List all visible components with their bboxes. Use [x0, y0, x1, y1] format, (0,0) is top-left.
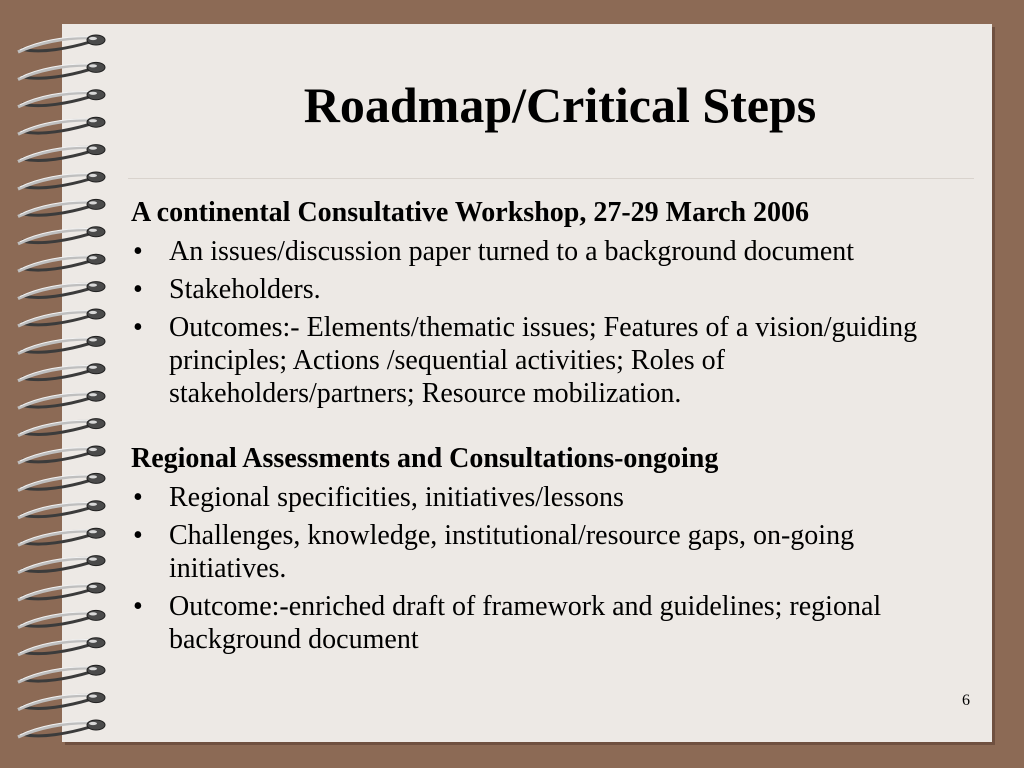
binding-ring: [18, 583, 105, 600]
binding-ring: [18, 145, 105, 162]
binding-ring: [18, 282, 105, 299]
binding-ring: [18, 473, 105, 490]
bullet-text: An issues/discussion paper turned to a background document: [169, 236, 855, 267]
bullet-icon: •: [133, 236, 143, 267]
list-item: [131, 273, 961, 306]
bullet-icon: •: [133, 482, 143, 513]
binding-ring: [18, 62, 105, 79]
binding-ring: [18, 693, 105, 710]
section-heading: A continental Consultative Workshop, 27-29 March 2006: [131, 197, 810, 228]
slide-body: [131, 196, 961, 661]
binding-ring: [18, 446, 105, 463]
binding-ring: [18, 35, 105, 52]
bullet-icon: •: [133, 312, 143, 343]
bullet-text: Outcome:-enriched draft of framework and guidelines; regional background document: [169, 591, 882, 655]
bullet-icon: •: [133, 520, 143, 551]
binding-ring: [18, 391, 105, 408]
spiral-binding-icon: [0, 0, 135, 768]
binding-ring: [18, 227, 105, 244]
bullet-icon: •: [133, 274, 143, 305]
binding-ring: [18, 336, 105, 353]
binding-ring: [18, 309, 105, 326]
page-number: 6: [962, 692, 970, 709]
list-item: [131, 519, 961, 585]
binding-ring: [18, 556, 105, 573]
bullet-list: [131, 481, 961, 656]
bullet-icon: •: [133, 591, 143, 622]
binding-ring: [18, 199, 105, 216]
section-workshop: [131, 196, 961, 410]
section-regional: [131, 442, 961, 656]
list-item: [131, 311, 961, 410]
binding-ring: [18, 501, 105, 518]
list-item: [131, 235, 961, 268]
binding-ring: [18, 638, 105, 655]
bullet-text: Outcomes:- Elements/thematic issues; Features of a vision/guiding principles; Actions /sequential activities; Roles of stakeholders/partners; Resource mobilization.: [169, 312, 918, 409]
binding-ring: [18, 528, 105, 545]
binding-ring: [18, 117, 105, 134]
binding-ring: [18, 90, 105, 107]
list-item: [131, 481, 961, 514]
bullet-text: Regional specificities, initiatives/lessons: [169, 482, 624, 513]
bullet-text: Challenges, knowledge, institutional/resource gaps, on-going initiatives.: [169, 520, 855, 584]
binding-ring: [18, 254, 105, 271]
binding-ring: [18, 364, 105, 381]
binding-ring: [18, 665, 105, 682]
binding-ring: [18, 419, 105, 436]
bullet-list: [131, 235, 961, 410]
list-item: [131, 590, 961, 656]
binding-ring: [18, 610, 105, 627]
title-divider: [128, 178, 974, 179]
bullet-text: Stakeholders.: [169, 274, 321, 305]
binding-ring: [18, 720, 105, 737]
slide-title: Roadmap/Critical Steps: [303, 77, 817, 133]
binding-ring: [18, 172, 105, 189]
section-heading: Regional Assessments and Consultations-ongoing: [131, 443, 719, 474]
